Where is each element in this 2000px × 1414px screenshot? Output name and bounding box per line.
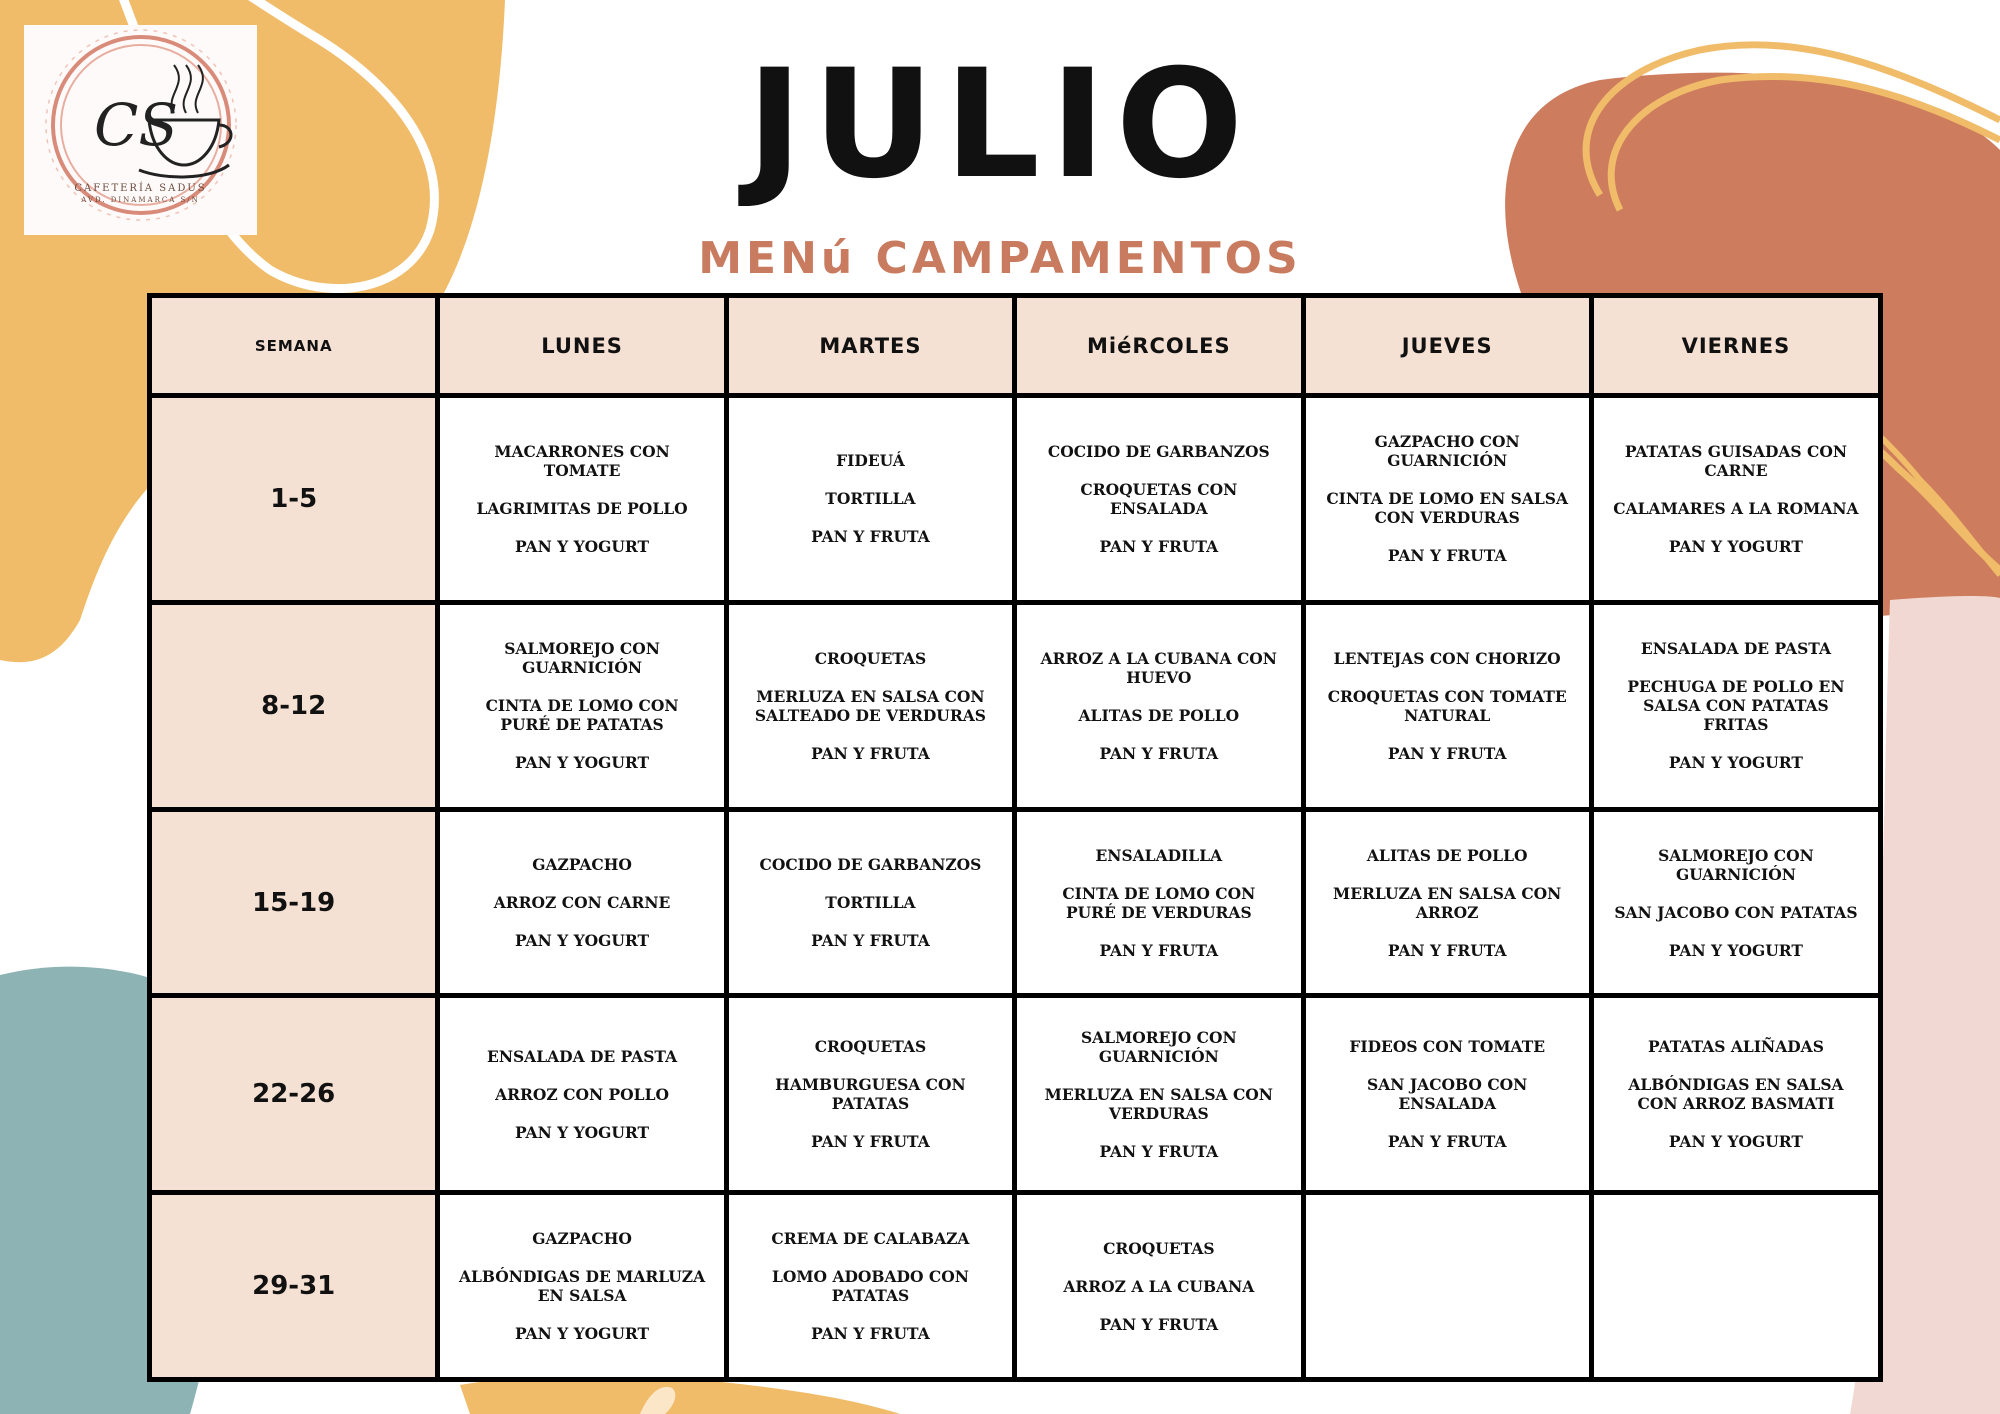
page-subtitle: MENú CAMPAMENTOS — [698, 233, 1302, 284]
dish-item: LENTEJAS CON CHORIZO — [1333, 648, 1561, 668]
dish-item: CROQUETAS — [814, 648, 927, 668]
menu-cell-viernes — [1591, 1193, 1880, 1380]
menu-cell-viernes — [1591, 602, 1880, 809]
dish-item: PAN Y FRUTA — [811, 743, 930, 763]
table-header-row — [150, 296, 1881, 396]
menu-cell-lunes — [438, 396, 726, 603]
dish-item: ARROZ CON CARNE — [493, 893, 671, 913]
menu-cell-viernes — [1591, 396, 1880, 603]
menu-cell-jueves — [1303, 809, 1591, 996]
dish-item: CINTA DE LOMO CON PURÉ DE PATATAS — [485, 696, 679, 735]
dish-item: MERLUZA EN SALSA CON VERDURAS — [1044, 1084, 1273, 1123]
dish-item: COCIDO DE GARBANZOS — [1047, 441, 1270, 461]
week-range-cell: 8-12 — [150, 602, 438, 809]
table-row — [150, 996, 1881, 1193]
dish-item: ALBÓNDIGAS DE MARLUZA EN SALSA — [458, 1267, 706, 1306]
dish-item: PAN Y YOGURT — [1668, 753, 1803, 773]
dish-item: COCIDO DE GARBANZOS — [759, 855, 982, 875]
dish-item: ARROZ CON POLLO — [495, 1084, 669, 1104]
dish-item: PAN Y YOGURT — [1668, 536, 1803, 556]
menu-cell-viernes — [1591, 996, 1880, 1193]
menu-cell-martes — [726, 809, 1014, 996]
cafe-address: AVD. DINAMARCA S/N — [81, 196, 200, 204]
dish-item: ARROZ A LA CUBANA — [1063, 1276, 1255, 1296]
dish-item: ARROZ A LA CUBANA CON HUEVO — [1040, 648, 1277, 687]
menu-cell-martes — [726, 602, 1014, 809]
dish-item: PAN Y FRUTA — [1387, 1132, 1507, 1152]
menu-cell-miercoles — [1015, 396, 1303, 603]
dish-item: TORTILLA — [825, 893, 916, 913]
menu-cell-jueves — [1303, 1193, 1591, 1380]
dish-item: ALBÓNDIGAS EN SALSA CON ARROZ BASMATI — [1628, 1075, 1844, 1114]
dish-item: CINTA DE LOMO CON PURÉ DE VERDURAS — [1062, 883, 1256, 922]
dish-item: CREMA DE CALABAZA — [771, 1229, 970, 1249]
dish-item: CROQUETAS CON TOMATE NATURAL — [1327, 686, 1567, 725]
dish-item: ENSALADA DE PASTA — [487, 1046, 678, 1066]
menu-cell-miercoles — [1015, 1193, 1303, 1380]
menu-cell-jueves — [1303, 396, 1591, 603]
dish-item: PAN Y FRUTA — [1099, 940, 1219, 960]
dish-item: PAN Y FRUTA — [811, 527, 930, 547]
dish-item: CROQUETAS — [814, 1037, 927, 1057]
menu-cell-jueves — [1303, 602, 1591, 809]
table-row — [150, 809, 1881, 996]
svg-text:CS: CS — [94, 91, 179, 159]
menu-cell-martes — [726, 1193, 1014, 1380]
dish-item: PAN Y FRUTA — [1099, 743, 1219, 763]
dish-item: ALITAS DE POLLO — [1366, 845, 1528, 865]
dish-item: CROQUETAS — [1103, 1238, 1215, 1258]
menu-cell-lunes — [438, 1193, 726, 1380]
dish-item: PAN Y FRUTA — [1387, 743, 1507, 763]
table-row — [150, 1193, 1881, 1380]
dish-item: PAN Y YOGURT — [515, 1324, 650, 1344]
dish-item: CALAMARES A LA ROMANA — [1613, 498, 1859, 518]
dish-item: HAMBURGUESA CON PATATAS — [775, 1075, 966, 1114]
menu-cell-jueves — [1303, 996, 1591, 1193]
dish-item: PAN Y FRUTA — [1099, 1141, 1219, 1161]
dish-item: MACARRONES CON TOMATE — [494, 441, 670, 480]
dish-item: ENSALADA DE PASTA — [1640, 639, 1831, 659]
dish-item: MERLUZA EN SALSA CON ARROZ — [1333, 883, 1562, 922]
dish-item: PAN Y FRUTA — [811, 1324, 930, 1344]
menu-cell-miercoles — [1015, 996, 1303, 1193]
dish-item: FIDEUÁ — [836, 451, 905, 471]
page-title: JULIO — [746, 38, 1254, 212]
dish-item: SAN JACOBO CON PATATAS — [1614, 902, 1858, 922]
week-range-cell: 15-19 — [150, 809, 438, 996]
dish-item: PAN Y YOGURT — [515, 753, 650, 773]
header-viernes: VIERNES — [1591, 296, 1880, 396]
dish-item: PATATAS ALIÑADAS — [1647, 1037, 1824, 1057]
dish-item: PAN Y FRUTA — [1099, 1314, 1219, 1334]
header-lunes: LUNES — [438, 296, 726, 396]
dish-item: SALMOREJO CON GUARNICIÓN — [504, 639, 660, 678]
cafe-name: CAFETERÍA SADUS — [74, 183, 207, 194]
dish-item: SAN JACOBO CON ENSALADA — [1367, 1075, 1528, 1114]
dish-item: GAZPACHO CON GUARNICIÓN — [1374, 432, 1520, 471]
menu-cell-miercoles — [1015, 809, 1303, 996]
dish-item: SALMOREJO CON GUARNICIÓN — [1658, 845, 1814, 884]
dish-item: GAZPACHO — [532, 1229, 632, 1249]
dish-item: SALMOREJO CON GUARNICIÓN — [1080, 1027, 1237, 1066]
week-range-cell: 1-5 — [150, 396, 438, 603]
menu-cell-miercoles — [1015, 602, 1303, 809]
dish-item: PAN Y YOGURT — [1668, 940, 1803, 960]
menu-cell-martes — [726, 396, 1014, 603]
dish-item: PAN Y FRUTA — [1099, 536, 1219, 556]
dish-item: PATATAS GUISADAS CON CARNE — [1624, 441, 1848, 480]
dish-item: ENSALADILLA — [1095, 845, 1223, 865]
dish-item: CROQUETAS CON ENSALADA — [1080, 479, 1238, 518]
dish-item: MERLUZA EN SALSA CON SALTEADO DE VERDURAS — [754, 686, 986, 725]
menu-cell-lunes — [438, 809, 726, 996]
header-miercoles: MiéRCOLES — [1015, 296, 1303, 396]
dish-item: LAGRIMITAS DE POLLO — [476, 498, 688, 518]
header-semana: SEMANA — [150, 296, 438, 396]
menu-cell-lunes — [438, 602, 726, 809]
dish-item: PAN Y FRUTA — [811, 931, 930, 951]
dish-item: FIDEOS CON TOMATE — [1349, 1037, 1546, 1057]
dish-item: PAN Y FRUTA — [1387, 940, 1507, 960]
table-row — [150, 602, 1881, 809]
menu-cell-lunes — [438, 996, 726, 1193]
menu-cell-viernes — [1591, 809, 1880, 996]
dish-item: ALITAS DE POLLO — [1078, 705, 1240, 725]
dish-item: TORTILLA — [825, 489, 916, 509]
dish-item: PAN Y YOGURT — [1668, 1132, 1803, 1152]
dish-item: PAN Y YOGURT — [515, 1122, 650, 1142]
dish-item: CINTA DE LOMO EN SALSA CON VERDURAS — [1326, 489, 1569, 528]
header-jueves: JUEVES — [1303, 296, 1591, 396]
dish-item: PAN Y FRUTA — [811, 1132, 930, 1152]
dish-item: PAN Y FRUTA — [1387, 546, 1507, 566]
week-range-cell: 29-31 — [150, 1193, 438, 1380]
table-row — [150, 396, 1881, 603]
dish-item: PECHUGA DE POLLO EN SALSA CON PATATAS FRITAS — [1627, 677, 1845, 735]
dish-item: GAZPACHO — [532, 855, 632, 875]
table-body — [150, 396, 1881, 1380]
dish-item: PAN Y YOGURT — [515, 931, 650, 951]
menu-table — [147, 293, 1883, 1382]
menu-cell-martes — [726, 996, 1014, 1193]
header-martes: MARTES — [726, 296, 1014, 396]
dish-item: PAN Y YOGURT — [515, 536, 650, 556]
week-range-cell: 22-26 — [150, 996, 438, 1193]
dish-item: LOMO ADOBADO CON PATATAS — [771, 1267, 969, 1306]
